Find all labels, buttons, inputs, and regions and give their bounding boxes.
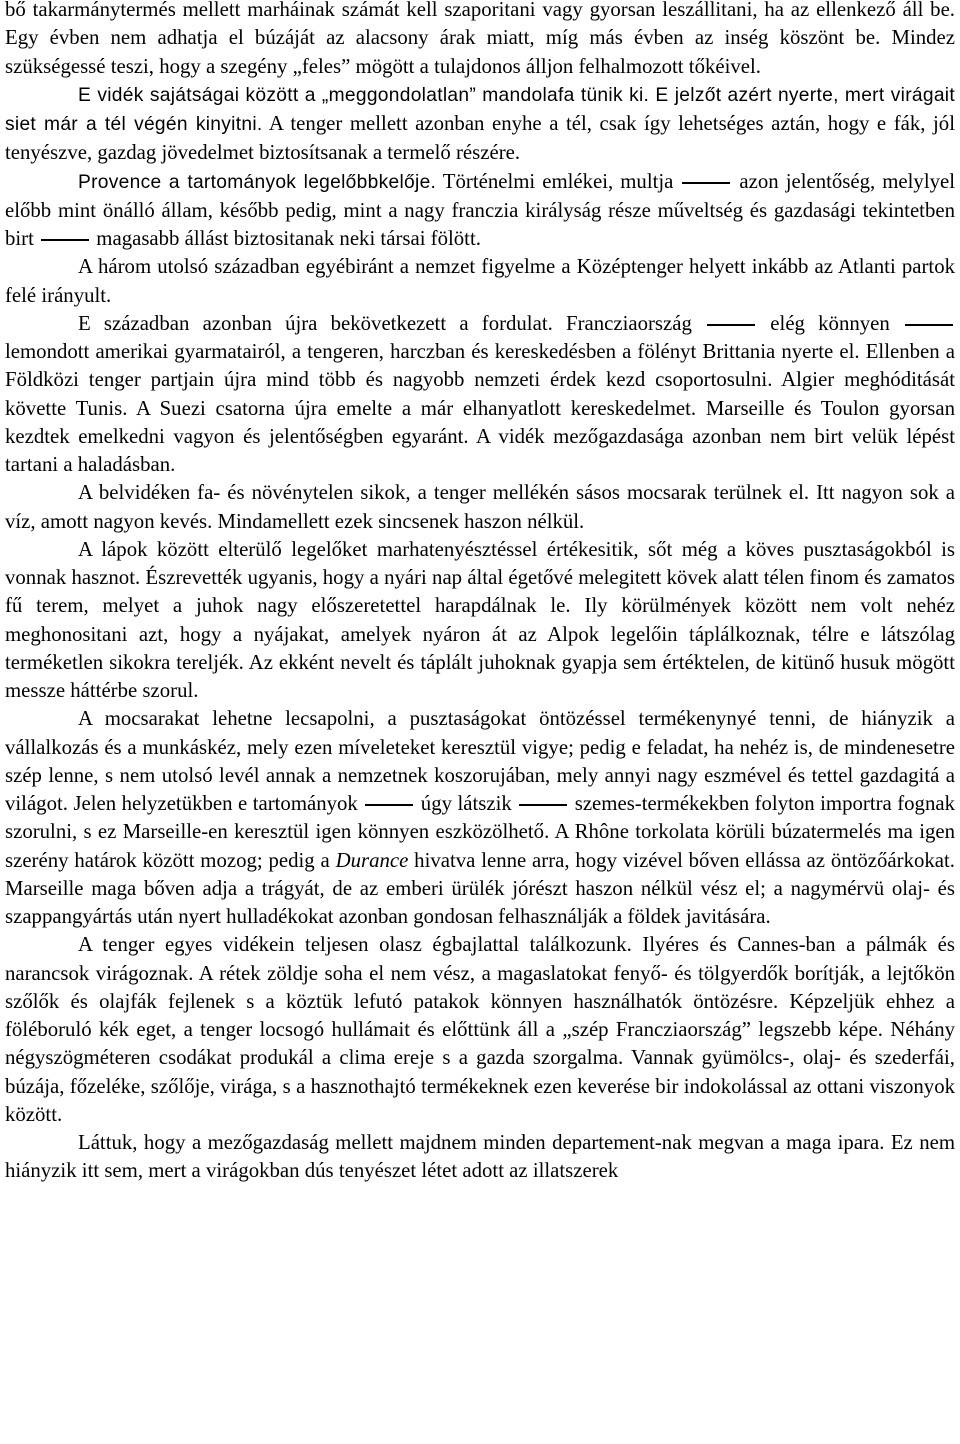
- text-run: lemondott amerikai gyarmatairól, a tengeren, harczban és kereskedésben a fölényt Brittania nyerte el. Ellenben a Földközi tenger partjain újra mind több és nagyobb nemzeti érdek kezd csoportosulni. Algier meghóditását követte Tunis. A Suezi csatorna újra emelte a már elhanyatlott kereskedelmet. Marseille és Toulon gyorsan kezdtek emelkedni vagyon és jelentőségben egyaránt. A vidék mezőgazdasága azonban nem birt velük lépést tartani a haladásban.: [5, 340, 955, 476]
- text-run: Történelmi emlékei, multja: [436, 169, 681, 193]
- italic-text: Durance: [335, 848, 409, 872]
- paragraph: [5, 705, 955, 931]
- text-run: magasabb állást biztositanak neki társai fölött.: [91, 227, 481, 250]
- em-dash-rule: [682, 182, 730, 184]
- paragraph: [5, 81, 955, 168]
- text-run: A három utolsó században egyébiránt a nemzet figyelme a Középtenger helyett inkább az Atlanti partok felé irányult.: [5, 255, 955, 307]
- text-run: Provence a tartományok legelőbbkelője.: [78, 171, 437, 193]
- paragraph: [5, 253, 955, 310]
- text-run: A lápok között elterülő legelőket marhatenyésztéssel értékesitik, sőt még a köves pusztaságokból is vonnak hasznot. Észrevették ugyanis, hogy a nyári nap által égetővé melegitett kövek alatt télen finom és zamatos fű terem, melyet a juhok nagy előszeretettel harapdálnak le. Ily körülmények között nem volt nehéz meghonositani azt, hogy a nyájakat, amelyek nyáron át az Alpok legelőin táplálkoznak, télre e látszólag terméketlen sikokra tereljék. Az ekként nevelt és táplált juhoknak gyapja sem értéktelen, de kitünő husuk mögött messze háttérbe szorul.: [5, 537, 955, 702]
- em-dash-rule: [41, 239, 89, 241]
- paragraph: [5, 168, 955, 254]
- document-body: [5, 0, 955, 1186]
- text-run: bő takarmánytermés mellett marháinak számát kell szaporitani vagy gyorsan leszállitani, ha az ellenkező áll be. Egy évben nem adhatja el búzáját az alacsony árak miatt, míg más évben az inség köszönt be. Mindez szükségessé teszi, hogy a szegény „feles” mögött a tulajdonos álljon felhalmozott tőkéivel.: [5, 0, 955, 78]
- text-run: E vidék sajátságai között a „meggondolatlan” mandolafa tünik ki. E jelzőt azért nyerte, mert virágait siet már a tél végén kinyitni.: [5, 84, 955, 135]
- text-run: A belvidéken fa- és növénytelen sikok, a tenger mellékén sásos mocsarak terülnek el. Itt nagyon sok a víz, amott nagyon kevés. Mindamellett ezek sincsenek haszon nélkül.: [5, 481, 955, 533]
- text-run: elég könnyen: [757, 311, 903, 335]
- text-run: A mocsarakat lehetne lecsapolni, a pusztaságokat öntözéssel termékenynyé tenni, de hiányzik a vállalkozás és a munkáskéz, mely ezen míveleteket keresztül vigye; pedig e feladat, ha nehéz is, de mindenesetre szép lenne, s nem utolsó levél annak a nemzetnek koszorujában, mely annyi nagy eszmével és tettel gazdagitá a világot. Jelen helyzetükben e tartományok: [5, 707, 955, 815]
- text-run: hivatva lenne arra, hogy vizével bőven ellássa az öntözőárkokat. Marseille maga bőven adja a trágyát, de az emberi ürülék jórészt haszon nélkül vész el; a nagymérvü olaj- és szappangyártás után nyert hulladékokat azonban gondosan felhasználják a földek javitására.: [5, 848, 955, 928]
- paragraph: [5, 310, 955, 480]
- text-run: E században azonban újra bekövetkezett a fordulat. Francziaország: [78, 311, 706, 335]
- em-dash-rule: [905, 324, 953, 326]
- paragraph: [5, 1129, 955, 1186]
- text-run: azon jelentőség, melylyel előbb mint önálló állam, később pedig, mint a nagy franczia királyság része műveltség és gazdasági tekintetben birt: [5, 169, 956, 250]
- text-run: Láttuk, hogy a mezőgazdaság mellett majdnem minden departement-nak megvan a maga ipara. Ez nem hiányzik itt sem, mert a virágokban dús tenyészet létet adott az illatszerek: [5, 1131, 955, 1183]
- text-run: úgy látszik: [415, 792, 518, 815]
- em-dash-rule: [519, 804, 567, 806]
- text-run: A tenger egyes vidékein teljesen olasz égbajlattal találkozunk. Ilyéres és Cannes-ban a pálmák és narancsok virágoznak. A rétek zöldje soha el nem vész, a magaslatokat fenyő- és tölgyerdők borítják, a lejtőkön szőlők és olajfák fejlenek s a köztük lefutó patakok könnyen használhatók öntözésre. Képzeljük ehhez a föléboruló kék eget, a tenger locsogó hullámait és előttünk áll a „szép Francziaország” legszebb képe. Néhány négyszögméteren csodákat produkál a clima ereje s a gazda szorgalma. Vannak gyümölcs-, olaj- és szederfái, búzája, főzeléke, szőlője, virága, s a hasznothajtó termékeknek ezen keverése bir indokolással az ottani viszonyok között.: [5, 933, 955, 1126]
- paragraph: [5, 479, 955, 536]
- em-dash-rule: [707, 324, 755, 326]
- paragraph: [5, 0, 955, 81]
- paragraph: [5, 931, 955, 1129]
- paragraph: [5, 536, 955, 706]
- text-run: A tenger mellett azonban enyhe a tél, csak így lehetséges aztán, hogy e fák, jól tenyészve, gazdag jövedelmet biztosítsanak a termelő részére.: [5, 112, 955, 165]
- text-run: szemes-termékekben folyton importra fognak szorulni, s ez Marseille-en keresztül igen könnyen eszközölhető. A Rhône torkolata körüli búzatermelés ma igen szerény határok között mozog; pedig a: [5, 792, 955, 872]
- em-dash-rule: [365, 804, 413, 806]
